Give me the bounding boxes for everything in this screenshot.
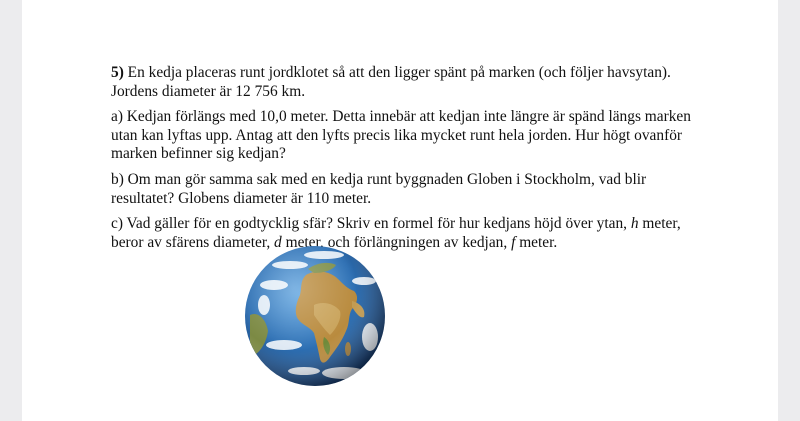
part-c-text-1: c) Vad gäller för en godtycklig sfär? Skriv en formel för hur kedjans höjd över ytan, [111, 215, 631, 233]
problem-text [111, 64, 701, 259]
problem-number: 5) [111, 64, 124, 81]
part-c-text-3: meter, och förlängningen av kedjan, [281, 233, 512, 251]
var-h: h [630, 215, 639, 233]
earth-globe-icon [244, 245, 386, 387]
var-d: d [274, 233, 282, 251]
part-a: a) Kedjan förlängs med 10,0 meter. Detta innebär att kedjan inte längre är spänd längs marken utan kan lyftas upp. Antag att den lyfts precis lika mycket runt hela jorden. Hur högt ovanför marken befinner sig kedjan? [111, 108, 691, 163]
intro-text: En kedja placeras runt jordklotet så att den ligger spänt på marken (och följer havsytan). Jordens diameter är 12 756 km. [111, 64, 671, 100]
part-c [111, 215, 701, 252]
part-c-text-2: meter, beror av sfärens diameter, [111, 215, 681, 251]
part-c-text-4: meter. [515, 233, 558, 251]
var-f: f [511, 233, 516, 251]
part-b: b) Om man gör samma sak med en kedja runt byggnaden Globen i Stockholm, vad blir resultatet? Globens diameter är 110 meter. [111, 170, 647, 207]
problem-intro [111, 64, 701, 101]
document-page [22, 0, 778, 421]
